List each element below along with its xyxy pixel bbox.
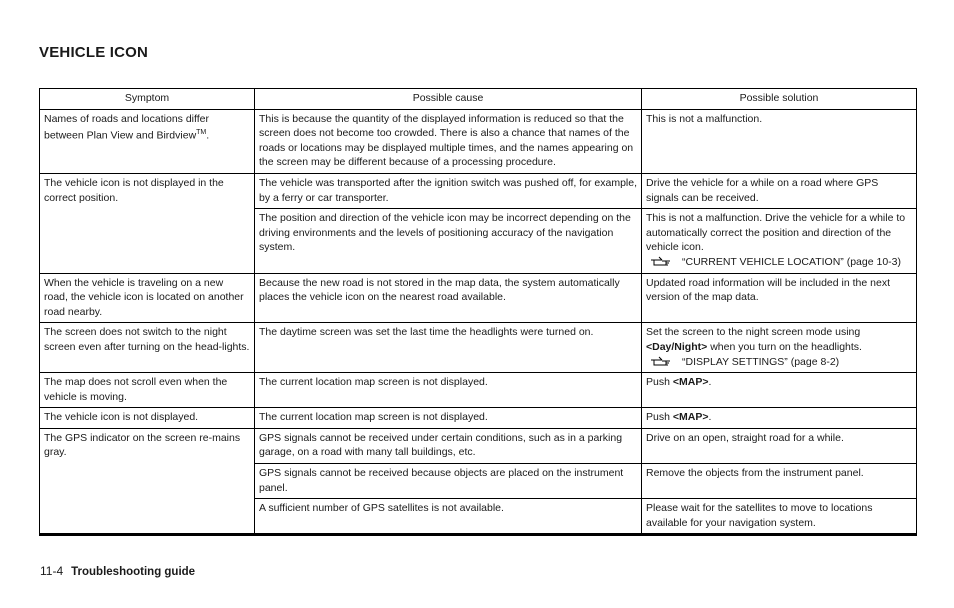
cause-cell: The position and direction of the vehicle icon may be incorrect depending on the driving environments and the levels of positioning accuracy of the navigation system. (255, 209, 642, 273)
solution-text: Push (646, 376, 673, 389)
table-row (40, 173, 917, 208)
cause-cell: The current location map screen is not displayed. (255, 373, 642, 408)
solution-text: This is not a malfunction. Drive the vehicle for a while to automatically correct the position and direction of the vehicle icon. (646, 212, 906, 254)
cause-cell: This is because the quantity of the displayed information is reduced so that the screen does not become too crowded. There is also a chance that names of the roads or locations may be displayed multiple times, and the names appearing on the screen may be different because of a processing procedure. (255, 109, 642, 173)
table-row (40, 273, 917, 323)
table-row (40, 109, 917, 173)
solution-cell (642, 209, 917, 273)
symptom-cell: The vehicle icon is not displayed. (40, 408, 255, 429)
cause-cell: A sufficient number of GPS satellites is not available. (255, 499, 642, 535)
table-row (40, 323, 917, 373)
pointing-hand-reference-icon (650, 255, 672, 267)
symptom-cell: The map does not scroll even when the vehicle is moving. (40, 373, 255, 408)
symptom-cell: The GPS indicator on the screen re-mains gray. (40, 428, 255, 535)
table-row (40, 373, 917, 408)
cause-cell: GPS signals cannot be received under certain conditions, such as in a parking garage, on a road with many tall buildings, etc. (255, 428, 642, 463)
page-footer (40, 564, 195, 578)
page-reference-text: “DISPLAY SETTINGS” (page 8-2) (682, 355, 840, 368)
table-row (40, 408, 917, 429)
header-possible-solution: Possible solution (642, 89, 917, 110)
solution-cell (642, 408, 917, 429)
cause-cell: The current location map screen is not displayed. (255, 408, 642, 429)
page-reference[interactable] (646, 355, 912, 370)
table-header-row (40, 89, 917, 110)
solution-cell: Remove the objects from the instrument panel. (642, 464, 917, 499)
symptom-period: . (206, 129, 210, 142)
solution-text-end: . (708, 376, 712, 389)
solution-cell (642, 323, 917, 373)
page-number: 11-4 (40, 564, 64, 578)
solution-cell (642, 373, 917, 408)
table-row (40, 428, 917, 463)
map-key: <MAP> (672, 411, 709, 424)
solution-text: Push (646, 411, 673, 424)
troubleshooting-table (39, 88, 917, 536)
solution-text-end: when you turn on the headlights. (707, 340, 862, 353)
solution-cell: This is not a malfunction. (642, 109, 917, 173)
solution-cell: Please wait for the satellites to move to locations available for your navigation system. (642, 499, 917, 535)
symptom-cell: The vehicle icon is not displayed in the correct position. (40, 173, 255, 273)
symptom-cell (40, 109, 255, 173)
header-possible-cause: Possible cause (255, 89, 642, 110)
symptom-cell: The screen does not switch to the night screen even after turning on the head-lights. (40, 323, 255, 373)
cause-cell: The vehicle was transported after the ignition switch was pushed off, for example, by a ferry or car transporter. (255, 173, 642, 208)
header-symptom: Symptom (40, 89, 255, 110)
solution-cell: Drive on an open, straight road for a while. (642, 428, 917, 463)
solution-cell: Drive the vehicle for a while on a road where GPS signals can be received. (642, 173, 917, 208)
section-title: VEHICLE ICON (39, 44, 149, 61)
cause-cell: GPS signals cannot be received because objects are placed on the instrument panel. (255, 464, 642, 499)
page-reference[interactable] (646, 255, 912, 270)
pointing-hand-reference-icon (650, 355, 672, 367)
solution-cell: Updated road information will be included in the next version of the map data. (642, 273, 917, 323)
page-reference-text: “CURRENT VEHICLE LOCATION” (page 10-3) (682, 255, 901, 268)
symptom-cell: When the vehicle is traveling on a new road, the vehicle icon is located on another road nearby. (40, 273, 255, 323)
cause-cell: The daytime screen was set the last time the headlights were turned on. (255, 323, 642, 373)
day-night-key: <Day/Night> (646, 340, 708, 353)
guide-title: Troubleshooting guide (71, 566, 196, 578)
solution-text: Set the screen to the night screen mode using (646, 326, 861, 339)
solution-text-end: . (708, 411, 712, 424)
map-key: <MAP> (672, 376, 709, 389)
trademark-mark: TM (196, 129, 207, 137)
symptom-text: Names of roads and locations differ between Plan View and Birdview (44, 112, 209, 142)
cause-cell: Because the new road is not stored in the map data, the system automatically places the vehicle icon on the nearest road available. (255, 273, 642, 323)
